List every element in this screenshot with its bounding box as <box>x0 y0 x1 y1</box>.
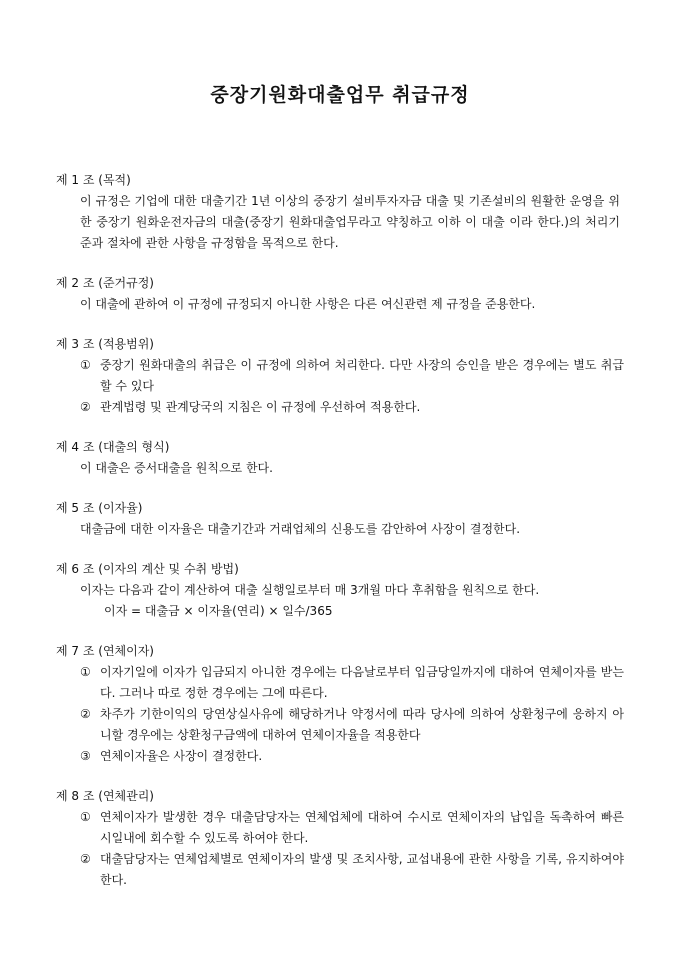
clause-item <box>80 397 624 418</box>
clause-item <box>80 704 624 746</box>
clause-text: 관계법령 및 관계당국의 지침은 이 규정에 우선하여 적용한다. <box>100 400 421 414</box>
clause-text: 연체이자율은 사장이 결정한다. <box>100 749 263 763</box>
article-heading: 제 1 조 (목적) <box>56 173 131 187</box>
article-heading: 제 3 조 (적용범위) <box>56 337 154 351</box>
article-3 <box>0 334 680 418</box>
article-body: 이 대출에 관하여 이 규정에 규정되지 아니한 사항은 다른 여신관련 제 규정을 준용한다. <box>80 297 536 311</box>
article-heading: 제 4 조 (대출의 형식) <box>56 440 170 454</box>
article-heading: 제 7 조 (연체이자) <box>56 644 154 658</box>
clause-text: 연체이자가 발생한 경우 대출담당자는 연체업체에 대하여 수시로 연체이자의 납입을 독촉하여 빠른 시일내에 회수할 수 있도록 하여야 한다. <box>100 810 624 845</box>
article-body: 대출금에 대한 이자율은 대출기간과 거래업체의 신용도를 감안하여 사장이 결정한다. <box>80 522 521 536</box>
clause-item <box>80 746 624 767</box>
clause-item <box>80 355 624 397</box>
article-6 <box>0 559 680 622</box>
article-body: 이 대출은 증서대출을 원칙으로 한다. <box>80 461 273 475</box>
article-1 <box>0 170 680 254</box>
article-body: 이 규정은 기업에 대한 대출기간 1년 이상의 중장기 설비투자자금 대출 및 기존설비의 원활한 운영을 위한 중장기 원화운전자금의 대출(중장기 원화대출업무라고 약칭하고 이하 이 대출 이라 한다.)의 처리기준과 절차에 관한 사항을 규정함을 목적으로 한다. <box>80 194 620 250</box>
clause-number: ① <box>80 358 91 372</box>
clause-item <box>80 662 624 704</box>
article-heading: 제 5 조 (이자율) <box>56 501 143 515</box>
articles-list <box>0 170 680 910</box>
clause-item <box>80 807 624 849</box>
clause-number: ② <box>80 852 91 866</box>
clause-item <box>80 849 624 891</box>
article-5 <box>0 498 680 540</box>
article-body: 이자는 다음과 같이 계산하여 대출 실행일로부터 매 3개월 마다 후취함을 원칙으로 한다. <box>80 583 540 597</box>
clause-text: 중장기 원화대출의 취급은 이 규정에 의하여 처리한다. 다만 사장의 승인을 받은 경우에는 별도 취급할 수 있다 <box>100 358 624 393</box>
article-heading: 제 8 조 (연체관리) <box>56 789 154 803</box>
article-7 <box>0 641 680 767</box>
clause-number: ① <box>80 665 91 679</box>
article-8 <box>0 786 680 891</box>
clause-number: ② <box>80 400 91 414</box>
clause-text: 이자기일에 이자가 입금되지 아니한 경우에는 다음날로부터 입금당일까지에 대하여 연체이자를 받는다. 그러나 따로 정한 경우에는 그에 따른다. <box>100 665 624 700</box>
article-2 <box>0 273 680 315</box>
clause-text: 대출담당자는 연체업체별로 연체이자의 발생 및 조치사항, 교섭내용에 관한 사항을 기록, 유지하여야 한다. <box>100 852 624 887</box>
clause-number: ① <box>80 810 91 824</box>
article-4 <box>0 437 680 479</box>
article-heading: 제 6 조 (이자의 계산 및 수취 방법) <box>56 562 239 576</box>
clause-number: ③ <box>80 749 91 763</box>
article-heading: 제 2 조 (준거규정) <box>56 276 154 290</box>
document-title: 중장기원화대출업무 취급규정 <box>210 84 470 106</box>
clause-text: 차주가 기한이익의 당연상실사유에 해당하거나 약정서에 따라 당사에 의하여 상환청구에 응하지 아니할 경우에는 상환청구금액에 대하여 연체이자율을 적용한다 <box>100 707 624 742</box>
clause-number: ② <box>80 707 91 721</box>
interest-formula: 이자 = 대출금 × 이자율(연리) × 일수/365 <box>104 604 333 618</box>
